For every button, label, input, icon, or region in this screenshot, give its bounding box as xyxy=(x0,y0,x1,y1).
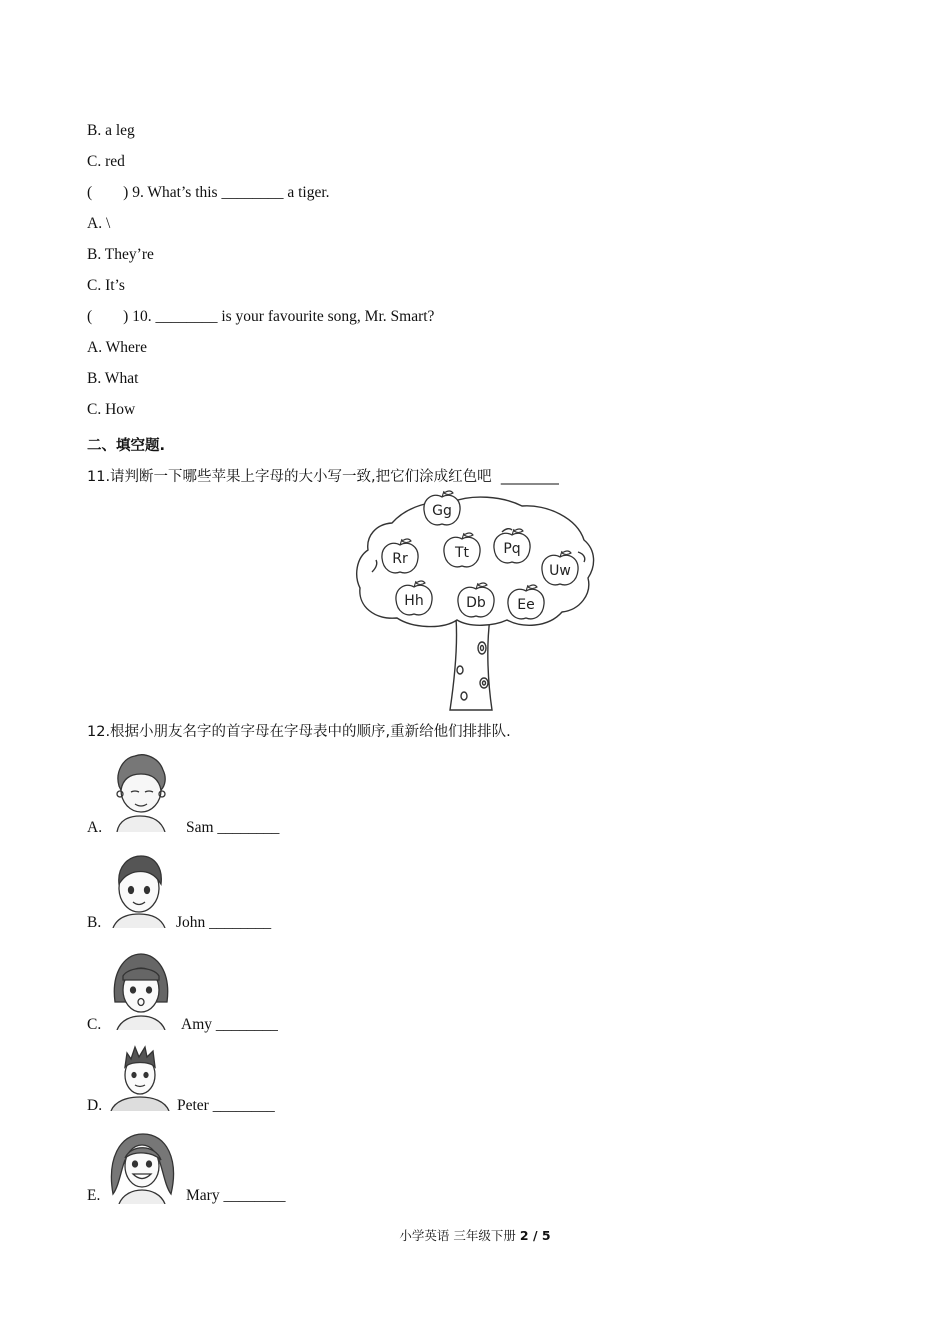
kid-letter: B. xyxy=(87,914,102,931)
kid-letter: D. xyxy=(87,1097,103,1114)
q10-stem: ( ) 10. ________ is your favourite song, Mr. Smart? xyxy=(87,308,435,325)
q11-stem: 11.请判断一下哪些苹果上字母的大小写一致,把它们涂成红色吧 ________ xyxy=(87,469,559,485)
q9-option-b: B. They’re xyxy=(87,246,154,263)
q9-option-a: A. \ xyxy=(87,215,111,232)
apple-letters: Db xyxy=(466,595,486,611)
q10-option-b: B. What xyxy=(87,370,139,387)
curly-hair-boy-icon xyxy=(111,752,169,832)
kid-name: Mary ________ xyxy=(186,1187,286,1204)
apple-letters: Ee xyxy=(517,597,535,613)
kid-name: John ________ xyxy=(176,914,272,931)
kid-letter: C. xyxy=(87,1016,102,1033)
q10-option-c: C. How xyxy=(87,401,136,418)
kid-name: Amy ________ xyxy=(181,1016,278,1033)
boy-icon xyxy=(111,852,167,928)
q8-option-b: B. a leg xyxy=(87,122,135,139)
apple-letters: Pq xyxy=(503,541,521,557)
apple-letters: Rr xyxy=(392,551,408,567)
apple-letters: Hh xyxy=(404,593,424,609)
girl-bob-icon xyxy=(111,952,171,1030)
kid-name: Sam ________ xyxy=(186,819,280,836)
apple-tree-figure xyxy=(352,488,600,712)
spiky-hair-boy-icon xyxy=(109,1043,171,1111)
kid-letter: A. xyxy=(87,819,103,836)
q8-option-c: C. red xyxy=(87,153,125,170)
apple-letters: Uw xyxy=(549,563,571,579)
section-heading: 二、填空题. xyxy=(87,438,166,454)
kid-letter: E. xyxy=(87,1187,101,1204)
q12-stem: 12.根据小朋友名字的首字母在字母表中的顺序,重新给他们排排队. xyxy=(87,724,511,740)
page-number: 2 / 5 xyxy=(519,1228,551,1243)
footer-subject: 小学英语 三年级下册 xyxy=(399,1228,516,1243)
apple-letters: Tt xyxy=(454,545,470,561)
girl-smiling-icon xyxy=(109,1130,175,1204)
q10-option-a: A. Where xyxy=(87,339,147,356)
apple-letters: Gg xyxy=(432,503,452,519)
q9-option-c: C. It’s xyxy=(87,277,125,294)
kid-name: Peter ________ xyxy=(177,1097,275,1114)
page-footer xyxy=(0,1226,950,1244)
apple-gg xyxy=(424,491,460,525)
q9-stem: ( ) 9. What’s this ________ a tiger. xyxy=(87,184,330,201)
